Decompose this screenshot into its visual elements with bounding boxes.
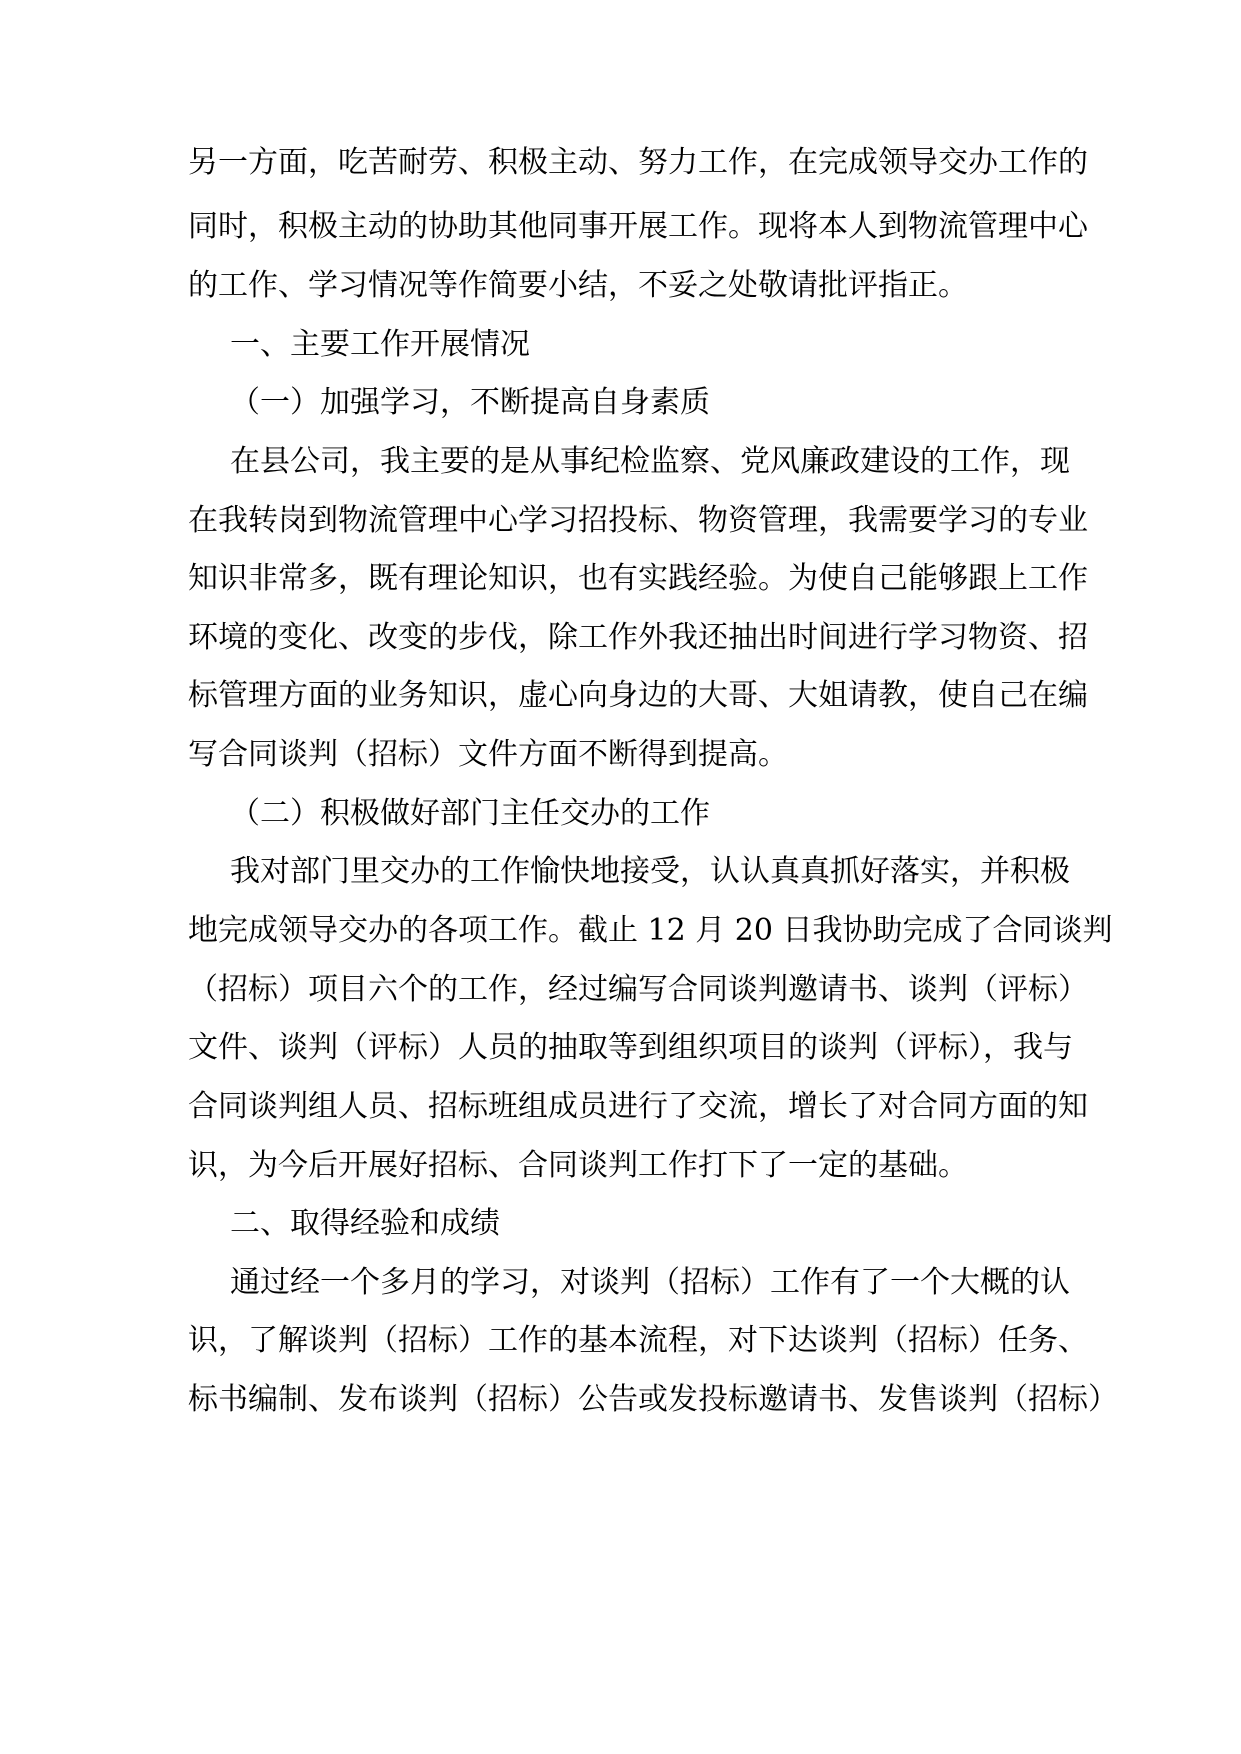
text-line: 写合同谈判（招标）文件方面不断得到提高。 [188, 737, 788, 772]
paragraph-first-line: 通过经一个多月的学习，对谈判（招标）工作有了一个大概的认 [230, 1265, 1070, 1300]
text-line: 文件、谈判（评标）人员的抽取等到组织项目的谈判（评标），我与 [188, 1030, 1073, 1065]
text-line: 标书编制、发布谈判（招标）公告或发投标邀请书、发售谈判（招标） [188, 1382, 1118, 1417]
text-line: 地完成领导交办的各项工作。截止 12 月 20 日我协助完成了合同谈判 [188, 913, 1113, 948]
text-line: 的工作、学习情况等作简要小结，不妥之处敬请批评指正。 [188, 268, 968, 303]
text-line: 标管理方面的业务知识，虚心向身边的大哥、大姐请教，使自己在编 [188, 678, 1088, 713]
text-line: 识，了解谈判（招标）工作的基本流程，对下达谈判（招标）任务、 [188, 1323, 1088, 1358]
section-heading: 一、主要工作开展情况 [230, 327, 530, 362]
text-line: 知识非常多，既有理论知识，也有实践经验。为使自己能够跟上工作 [188, 561, 1088, 596]
text-line: （招标）项目六个的工作，经过编写合同谈判邀请书、谈判（评标） [188, 972, 1088, 1007]
text-line: 识，为今后开展好招标、合同谈判工作打下了一定的基础。 [188, 1148, 968, 1183]
paragraph-first-line: 我对部门里交办的工作愉快地接受，认认真真抓好落实，并积极 [230, 854, 1070, 889]
text-line: 环境的变化、改变的步伐，除工作外我还抽出时间进行学习物资、招 [188, 620, 1088, 655]
paragraph-first-line: 在县公司，我主要的是从事纪检监察、党风廉政建设的工作，现 [230, 444, 1070, 479]
text-line: 同时，积极主动的协助其他同事开展工作。现将本人到物流管理中心 [188, 209, 1088, 244]
text-line: 另一方面，吃苦耐劳、积极主动、努力工作，在完成领导交办工作的 [188, 145, 1088, 180]
text-line: 在我转岗到物流管理中心学习招投标、物资管理，我需要学习的专业 [188, 503, 1088, 538]
section-heading: 二、取得经验和成绩 [230, 1206, 500, 1241]
text-line: 合同谈判组人员、招标班组成员进行了交流，增长了对合同方面的知 [188, 1089, 1088, 1124]
subsection-heading: （一）加强学习，不断提高自身素质 [230, 385, 710, 420]
subsection-heading: （二）积极做好部门主任交办的工作 [230, 796, 710, 831]
